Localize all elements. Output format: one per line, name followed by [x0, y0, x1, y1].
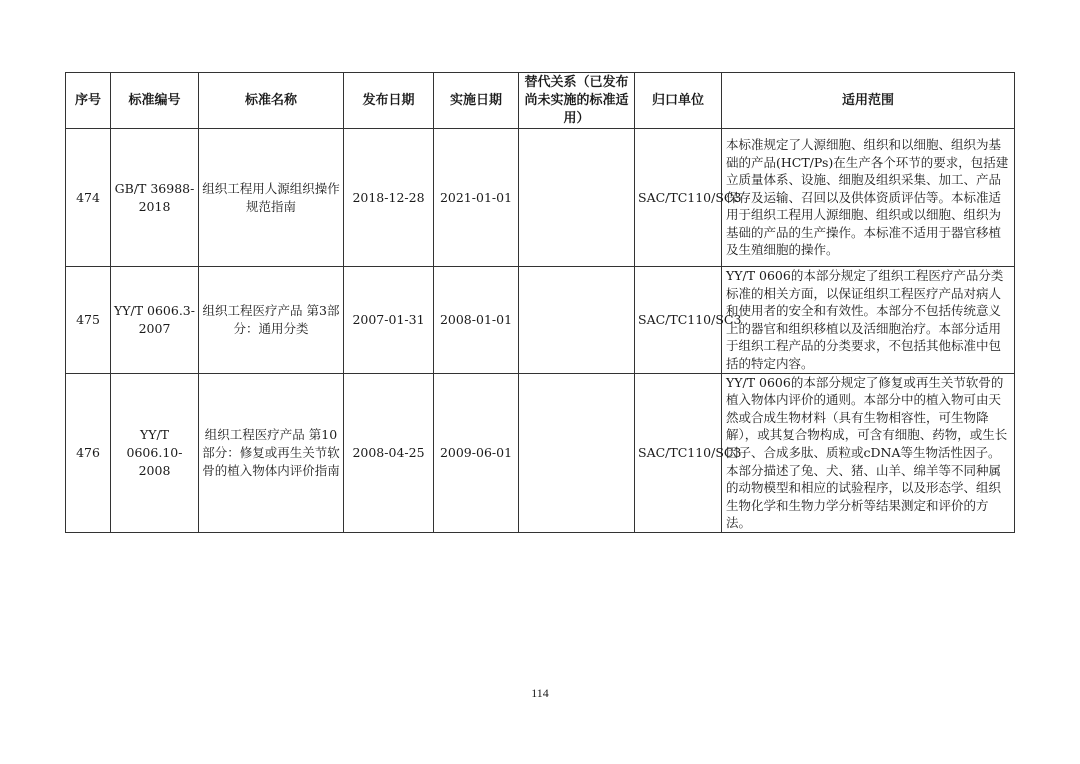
- cell-scope: 本标准规定了人源细胞、组织和以细胞、组织为基础的产品(HCT/Ps)在生产各个环节的要求，包括建立质量体系、设施、细胞及组织采集、加工、产品保存及运输、召回以及供体资质评估等。本标准适用于组织工程用人源细胞、组织或以细胞、组织为基础的产品的生产操作。本标准不适用于器官移植及生殖细胞的操作。: [722, 129, 1015, 267]
- standards-table-container: [65, 72, 1014, 533]
- cell-scope: YY/T 0606的本部分规定了组织工程医疗产品分类标准的相关方面，以保证组织工程医疗产品对病人和使用者的安全和有效性。本部分不包括传统意义上的器官和组织移植以及活细胞治疗。本部分适用于组织工程产品的分类要求，不包括其他标准中包括的特定内容。: [722, 267, 1015, 374]
- table-row: [66, 373, 1015, 532]
- cell-code: YY/T 0606.3-2007: [111, 267, 199, 374]
- table-row: [66, 267, 1015, 374]
- cell-no: 476: [66, 373, 111, 532]
- header-no: 序号: [66, 73, 111, 129]
- page-number: 114: [531, 686, 549, 700]
- cell-name: 组织工程用人源组织操作规范指南: [199, 129, 344, 267]
- header-replace-relation: 替代关系（已发布尚未实施的标准适用）: [519, 73, 635, 129]
- header-name: 标准名称: [199, 73, 344, 129]
- header-code: 标准编号: [111, 73, 199, 129]
- cell-publish-date: 2018-12-28: [344, 129, 434, 267]
- cell-replace-relation: [519, 129, 635, 267]
- cell-replace-relation: [519, 267, 635, 374]
- cell-no: 474: [66, 129, 111, 267]
- table-header-row: [66, 73, 1015, 129]
- table-row: [66, 129, 1015, 267]
- cell-replace-relation: [519, 373, 635, 532]
- cell-code: YY/T 0606.10-2008: [111, 373, 199, 532]
- cell-scope: YY/T 0606的本部分规定了修复或再生关节软骨的植入物体内评价的通则。本部分中的植入物可由天然或合成生物材料（具有生物相容性，可生物降解），或其复合物构成，可含有细胞、药物，或生长因子、合成多肽、质粒或cDNA等生物活性因子。本部分描述了兔、犬、猪、山羊、绵羊等不同种属的动物模型和相应的试验程序，以及形态学、组织生物化学和生物力学分析等结果测定和评价的方法。: [722, 373, 1015, 532]
- cell-name: 组织工程医疗产品 第3部分：通用分类: [199, 267, 344, 374]
- cell-unit: SAC/TC110/SC3: [635, 267, 722, 374]
- header-implement-date: 实施日期: [434, 73, 519, 129]
- cell-name: 组织工程医疗产品 第10部分：修复或再生关节软骨的植入物体内评价指南: [199, 373, 344, 532]
- cell-implement-date: 2021-01-01: [434, 129, 519, 267]
- cell-no: 475: [66, 267, 111, 374]
- cell-implement-date: 2008-01-01: [434, 267, 519, 374]
- standards-table: [65, 72, 1015, 533]
- cell-unit: SAC/TC110/SC3: [635, 129, 722, 267]
- cell-code: GB/T 36988-2018: [111, 129, 199, 267]
- cell-unit: SAC/TC110/SC3: [635, 373, 722, 532]
- header-publish-date: 发布日期: [344, 73, 434, 129]
- header-unit: 归口单位: [635, 73, 722, 129]
- cell-publish-date: 2008-04-25: [344, 373, 434, 532]
- header-scope: 适用范围: [722, 73, 1015, 129]
- cell-publish-date: 2007-01-31: [344, 267, 434, 374]
- cell-implement-date: 2009-06-01: [434, 373, 519, 532]
